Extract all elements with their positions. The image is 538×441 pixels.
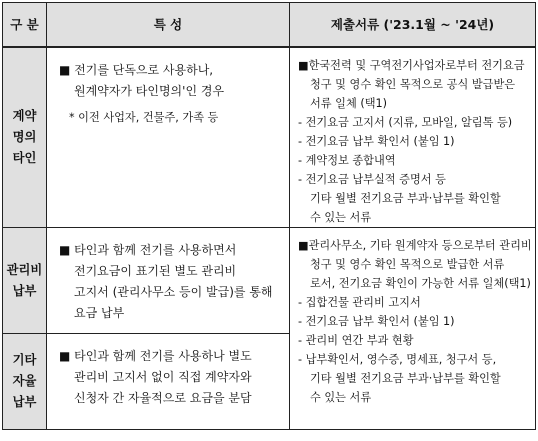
feature-text: 전기요금이 표기된 별도 관리비 xyxy=(74,264,237,278)
table-header-row xyxy=(3,3,536,48)
document-text: 로서, 전기요금 확인이 가능한 서류 일체(택1) xyxy=(310,277,531,290)
document-text: 청구 및 영수 확인 목적으로 공식 발급받은 xyxy=(310,78,516,91)
document-text: - 전기요금 납부실적 증명서 등 xyxy=(298,173,446,186)
document-text: 서류 일체 (택1) xyxy=(310,97,387,110)
table-row xyxy=(3,228,536,334)
feature-text: 요금 납부 xyxy=(74,306,125,320)
documents-cell xyxy=(290,228,536,430)
category-cell xyxy=(3,334,47,430)
category-text: 기타 xyxy=(12,353,37,367)
characteristics-cell xyxy=(47,47,290,228)
submission-documents-table xyxy=(2,2,536,430)
document-text: - 집합건물 관리비 고지서 xyxy=(298,296,421,309)
header-documents: 제출서류 ('23.1월 ~ '24년) xyxy=(290,3,536,48)
feature-text: 관리비 고지서 없이 직접 계약자와 xyxy=(74,370,252,384)
feature-text: 신청자 간 자율적으로 요금을 분담 xyxy=(74,391,252,405)
feature-text: ■ 전기를 단독으로 사용하나, xyxy=(59,63,214,77)
category-text: 납부 xyxy=(12,283,37,298)
characteristics-cell xyxy=(47,334,290,430)
documents-cell xyxy=(290,47,536,228)
category-text: 관리비 xyxy=(6,262,43,277)
feature-note: * 이전 사업자, 건물주, 가족 등 xyxy=(69,111,219,124)
feature-text: ■ 타인과 함께 전기를 사용하나 별도 xyxy=(59,349,252,363)
feature-text: 원계약자가 타인명의'인 경우 xyxy=(74,84,225,98)
category-text: 계약 xyxy=(12,109,37,123)
category-text: 자율 xyxy=(12,374,37,388)
header-characteristics: 특 성 xyxy=(47,3,290,48)
document-text: 기타 월별 전기요금 부과·납부를 확인할 xyxy=(310,192,501,205)
category-text: 명의 xyxy=(12,130,37,144)
characteristics-cell xyxy=(47,228,290,334)
document-text: 수 있는 서류 xyxy=(310,391,372,404)
table-row xyxy=(3,47,536,228)
category-cell xyxy=(3,228,47,334)
document-text: 청구 및 영수 확인 목적으로 발급한 서류 xyxy=(310,258,505,271)
document-text: ■관리사무소, 기타 원계약자 등으로부터 관리비 xyxy=(298,239,532,252)
feature-text: ■ 타인과 함께 전기를 사용하면서 xyxy=(59,243,237,257)
category-cell xyxy=(3,47,47,228)
document-text: - 계약정보 종합내역 xyxy=(298,154,396,167)
document-text: - 전기요금 납부 확인서 (붙임 1) xyxy=(298,135,455,148)
document-text: - 전기요금 납부 확인서 (붙임 1) xyxy=(298,315,455,328)
document-text: 기타 월별 전기요금 부과·납부를 확인할 xyxy=(310,372,501,385)
feature-text: 고지서 (관리사무소 등이 발급)를 통해 xyxy=(74,285,273,299)
category-text: 납부 xyxy=(12,395,37,409)
document-text: 수 있는 서류 xyxy=(310,211,372,224)
document-text: - 전기요금 고지서 (지류, 모바일, 알림톡 등) xyxy=(298,116,513,129)
document-text: ■한국전력 및 구역전기사업자로부터 전기요금 xyxy=(298,59,525,72)
category-text: 타인 xyxy=(12,151,37,165)
document-text: - 납부확인서, 영수증, 명세표, 청구서 등, xyxy=(298,353,497,366)
header-category: 구 분 xyxy=(3,3,47,48)
document-text: - 관리비 연간 부과 현황 xyxy=(298,334,414,347)
